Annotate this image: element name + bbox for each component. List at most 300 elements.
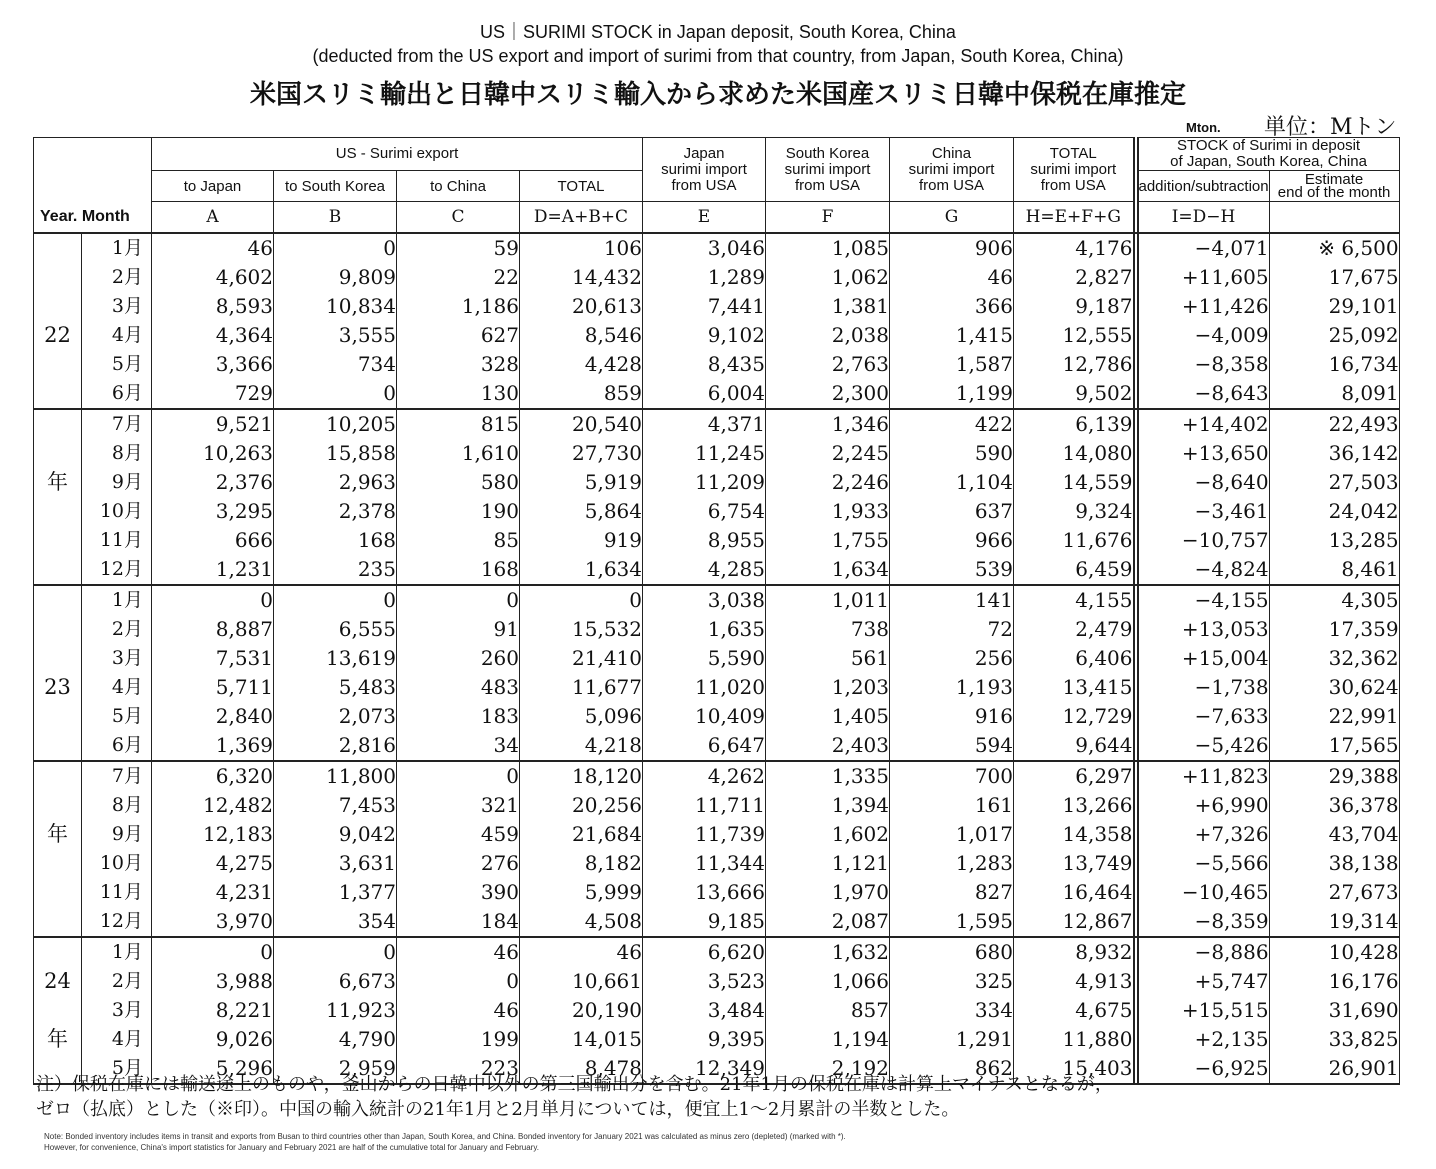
- cell-d: 14,432: [520, 263, 643, 292]
- month-cell: 10月: [82, 497, 152, 526]
- column-letter-h: H=E+F+G: [1014, 202, 1134, 234]
- year-cell: [34, 644, 82, 673]
- cell-e: 4,371: [643, 409, 766, 439]
- china-import-header-line1: China: [931, 144, 972, 162]
- year-cell: 年: [34, 468, 82, 497]
- to-japan-header: to Japan: [152, 171, 274, 202]
- cell-b: 5,483: [274, 673, 397, 702]
- cell-h: 14,358: [1014, 820, 1134, 849]
- cell-addition-subtraction: −10,757: [1138, 526, 1270, 555]
- cell-c: 483: [397, 673, 520, 702]
- cell-b: 15,858: [274, 439, 397, 468]
- cell-d: 18,120: [520, 761, 643, 791]
- cell-h: 4,155: [1014, 585, 1134, 615]
- cell-h: 16,464: [1014, 878, 1134, 907]
- cell-d: 46: [520, 937, 643, 967]
- cell-addition-subtraction: −10,465: [1138, 878, 1270, 907]
- cell-d: 1,634: [520, 555, 643, 585]
- cell-a: 2,376: [152, 468, 274, 497]
- cell-d: 106: [520, 233, 643, 263]
- cell-c: 59: [397, 233, 520, 263]
- column-letter-c: C: [397, 202, 520, 234]
- year-cell: [34, 526, 82, 555]
- year-month-header: Year. Month: [34, 202, 152, 234]
- cell-e: 9,102: [643, 321, 766, 350]
- cell-e: 8,435: [643, 350, 766, 379]
- cell-c: 459: [397, 820, 520, 849]
- cell-c: 276: [397, 849, 520, 878]
- table-row: [34, 996, 1400, 1025]
- cell-f: 2,763: [766, 350, 890, 379]
- column-letter-i: I=D−H: [1138, 202, 1270, 234]
- cell-b: 0: [274, 233, 397, 263]
- japan-import-header-line2: surimi import: [661, 160, 747, 178]
- cell-f: 1,970: [766, 878, 890, 907]
- cell-e: 1,635: [643, 615, 766, 644]
- year-cell: [34, 907, 82, 937]
- cell-h: 12,867: [1014, 907, 1134, 937]
- cell-e: 8,955: [643, 526, 766, 555]
- cell-a: 2,840: [152, 702, 274, 731]
- cell-d: 5,864: [520, 497, 643, 526]
- cell-h: 14,080: [1014, 439, 1134, 468]
- cell-e: 11,739: [643, 820, 766, 849]
- table-row: [34, 731, 1400, 761]
- table-row: [34, 673, 1400, 702]
- cell-estimate: 38,138: [1269, 849, 1399, 878]
- cell-g: 1,017: [890, 820, 1014, 849]
- cell-f: 2,300: [766, 379, 890, 409]
- cell-e: 3,523: [643, 967, 766, 996]
- cell-addition-subtraction: +15,004: [1138, 644, 1270, 673]
- cell-h: 9,644: [1014, 731, 1134, 761]
- japan-import-header: [643, 138, 766, 202]
- cell-addition-subtraction: −4,155: [1138, 585, 1270, 615]
- month-cell: 3月: [82, 292, 152, 321]
- cell-f: 1,066: [766, 967, 890, 996]
- cell-addition-subtraction: +7,326: [1138, 820, 1270, 849]
- cell-estimate: 29,388: [1269, 761, 1399, 791]
- cell-h: 4,913: [1014, 967, 1134, 996]
- month-cell: 6月: [82, 731, 152, 761]
- cell-estimate: 17,359: [1269, 615, 1399, 644]
- cell-a: 12,183: [152, 820, 274, 849]
- month-cell: 2月: [82, 615, 152, 644]
- year-cell: [34, 439, 82, 468]
- year-cell: [34, 731, 82, 761]
- table-row: [34, 849, 1400, 878]
- cell-f: 1,011: [766, 585, 890, 615]
- year-cell: [34, 761, 82, 791]
- cell-g: 966: [890, 526, 1014, 555]
- to-south-korea-header: to South Korea: [274, 171, 397, 202]
- cell-b: 0: [274, 379, 397, 409]
- cell-d: 5,999: [520, 878, 643, 907]
- cell-b: 2,959: [274, 1054, 397, 1084]
- to-china-header: to China: [397, 171, 520, 202]
- table-row: [34, 820, 1400, 849]
- cell-h: 9,187: [1014, 292, 1134, 321]
- cell-h: 8,932: [1014, 937, 1134, 967]
- total-import-header-line1: TOTAL: [1049, 144, 1097, 162]
- cell-estimate: 36,142: [1269, 439, 1399, 468]
- column-letter-g: G: [890, 202, 1014, 234]
- cell-a: 7,531: [152, 644, 274, 673]
- month-cell: 3月: [82, 644, 152, 673]
- cell-b: 734: [274, 350, 397, 379]
- cell-estimate: 4,305: [1269, 585, 1399, 615]
- cell-d: 4,508: [520, 907, 643, 937]
- unit-label-english: Mton.: [1186, 120, 1221, 135]
- cell-estimate: 43,704: [1269, 820, 1399, 849]
- cell-a: 4,364: [152, 321, 274, 350]
- cell-f: 1,933: [766, 497, 890, 526]
- cell-h: 11,880: [1014, 1025, 1134, 1054]
- cell-addition-subtraction: −8,359: [1138, 907, 1270, 937]
- cell-b: 2,816: [274, 731, 397, 761]
- cell-e: 4,262: [643, 761, 766, 791]
- cell-h: 12,729: [1014, 702, 1134, 731]
- cell-estimate: 25,092: [1269, 321, 1399, 350]
- cell-addition-subtraction: −8,886: [1138, 937, 1270, 967]
- cell-e: 5,590: [643, 644, 766, 673]
- japan-import-header-line3: from USA: [671, 176, 737, 194]
- cell-b: 6,555: [274, 615, 397, 644]
- cell-d: 20,256: [520, 791, 643, 820]
- cell-a: 5,296: [152, 1054, 274, 1084]
- table-row: [34, 263, 1400, 292]
- cell-a: 4,602: [152, 263, 274, 292]
- year-cell: [34, 233, 82, 263]
- cell-g: 916: [890, 702, 1014, 731]
- table-row: [34, 615, 1400, 644]
- table-row: [34, 555, 1400, 585]
- cell-addition-subtraction: −5,566: [1138, 849, 1270, 878]
- month-cell: 8月: [82, 439, 152, 468]
- cell-a: 10,263: [152, 439, 274, 468]
- cell-b: 11,800: [274, 761, 397, 791]
- cell-d: 8,478: [520, 1054, 643, 1084]
- cell-b: 10,205: [274, 409, 397, 439]
- cell-estimate: 26,901: [1269, 1054, 1399, 1084]
- cell-g: 141: [890, 585, 1014, 615]
- estimate-header: [1269, 171, 1399, 202]
- cell-f: 2,403: [766, 731, 890, 761]
- cell-e: 10,409: [643, 702, 766, 731]
- cell-estimate: 8,461: [1269, 555, 1399, 585]
- column-letter-a: A: [152, 202, 274, 234]
- cell-addition-subtraction: −4,009: [1138, 321, 1270, 350]
- year-cell: 24: [34, 967, 82, 996]
- cell-f: 1,381: [766, 292, 890, 321]
- month-cell: 4月: [82, 321, 152, 350]
- japan-import-header-line1: Japan: [683, 144, 725, 162]
- cell-g: 680: [890, 937, 1014, 967]
- export-total-header: TOTAL: [520, 171, 643, 202]
- cell-e: 1,289: [643, 263, 766, 292]
- month-cell: 8月: [82, 791, 152, 820]
- cell-h: 2,827: [1014, 263, 1134, 292]
- cell-c: 199: [397, 1025, 520, 1054]
- year-cell: [34, 878, 82, 907]
- month-cell: 11月: [82, 526, 152, 555]
- cell-b: 0: [274, 585, 397, 615]
- cell-c: 46: [397, 996, 520, 1025]
- year-cell: 22: [34, 321, 82, 350]
- stock-header-line2: of Japan, South Korea, China: [1170, 153, 1367, 170]
- korea-import-header: [766, 138, 890, 202]
- cell-addition-subtraction: −8,643: [1138, 379, 1270, 409]
- cell-b: 1,377: [274, 878, 397, 907]
- cell-g: 1,587: [890, 350, 1014, 379]
- cell-c: 328: [397, 350, 520, 379]
- korea-import-header-line1: South Korea: [785, 144, 870, 162]
- table-row: [34, 702, 1400, 731]
- title-english-line1: US｜SURIMI STOCK in Japan deposit, South Korea, China: [480, 22, 956, 42]
- cell-d: 0: [520, 585, 643, 615]
- cell-addition-subtraction: −6,925: [1138, 1054, 1270, 1084]
- cell-d: 4,428: [520, 350, 643, 379]
- table-row: [34, 644, 1400, 673]
- cell-addition-subtraction: −4,071: [1138, 233, 1270, 263]
- cell-c: 46: [397, 937, 520, 967]
- cell-estimate: 17,675: [1269, 263, 1399, 292]
- cell-h: 6,297: [1014, 761, 1134, 791]
- cell-g: 1,283: [890, 849, 1014, 878]
- korea-import-header-line2: surimi import: [784, 160, 871, 178]
- cell-estimate: 19,314: [1269, 907, 1399, 937]
- addition-subtraction-header: addition/subtraction: [1138, 171, 1270, 202]
- cell-b: 0: [274, 937, 397, 967]
- year-cell: [34, 292, 82, 321]
- cell-d: 20,190: [520, 996, 643, 1025]
- cell-g: 72: [890, 615, 1014, 644]
- table-row: [34, 497, 1400, 526]
- cell-h: 13,749: [1014, 849, 1134, 878]
- month-cell: 7月: [82, 761, 152, 791]
- table-row: [34, 878, 1400, 907]
- cell-g: 594: [890, 731, 1014, 761]
- cell-addition-subtraction: −8,640: [1138, 468, 1270, 497]
- cell-addition-subtraction: −7,633: [1138, 702, 1270, 731]
- cell-c: 184: [397, 907, 520, 937]
- cell-b: 3,631: [274, 849, 397, 878]
- cell-b: 168: [274, 526, 397, 555]
- cell-e: 11,711: [643, 791, 766, 820]
- cell-estimate: 36,378: [1269, 791, 1399, 820]
- cell-addition-subtraction: −4,824: [1138, 555, 1270, 585]
- cell-g: 1,291: [890, 1025, 1014, 1054]
- title-japanese: 米国スリミ輸出と日韓中スリミ輸入から求めた米国産スリミ日韓中保税在庫推定: [249, 80, 1186, 110]
- cell-f: 857: [766, 996, 890, 1025]
- month-cell: 12月: [82, 555, 152, 585]
- cell-e: 9,395: [643, 1025, 766, 1054]
- cell-e: 11,245: [643, 439, 766, 468]
- cell-h: 2,479: [1014, 615, 1134, 644]
- month-cell: 1月: [82, 585, 152, 615]
- cell-estimate: 30,624: [1269, 673, 1399, 702]
- cell-addition-subtraction: +5,747: [1138, 967, 1270, 996]
- cell-b: 13,619: [274, 644, 397, 673]
- cell-c: 168: [397, 555, 520, 585]
- cell-a: 729: [152, 379, 274, 409]
- cell-f: 1,335: [766, 761, 890, 791]
- cell-f: 1,405: [766, 702, 890, 731]
- cell-estimate: 24,042: [1269, 497, 1399, 526]
- cell-addition-subtraction: −3,461: [1138, 497, 1270, 526]
- year-cell: 年: [34, 820, 82, 849]
- cell-estimate: 27,673: [1269, 878, 1399, 907]
- cell-g: 1,595: [890, 907, 1014, 937]
- cell-g: 700: [890, 761, 1014, 791]
- cell-c: 0: [397, 761, 520, 791]
- cell-e: 12,349: [643, 1054, 766, 1084]
- cell-f: 1,203: [766, 673, 890, 702]
- note-english-line1: Note: Bonded inventory includes items in transit and exports from Busan to third countries other than Japan, South Korea, and China. Bonded inventory for January 2021 was calculated as minus zero (depleted) (marked with *).: [44, 1132, 846, 1141]
- cell-d: 21,410: [520, 644, 643, 673]
- column-letter-j: [1269, 202, 1399, 234]
- cell-c: 390: [397, 878, 520, 907]
- month-cell: 5月: [82, 702, 152, 731]
- cell-f: 1,346: [766, 409, 890, 439]
- cell-a: 6,320: [152, 761, 274, 791]
- cell-f: 1,085: [766, 233, 890, 263]
- cell-b: 4,790: [274, 1025, 397, 1054]
- cell-d: 11,677: [520, 673, 643, 702]
- cell-estimate: 29,101: [1269, 292, 1399, 321]
- cell-c: 85: [397, 526, 520, 555]
- note-english-line2: However, for convenience, China's import statistics for January and February 2021 are half of the cumulative total for January and February.: [44, 1143, 539, 1152]
- month-cell: 7月: [82, 409, 152, 439]
- cell-estimate: ※ 6,500: [1269, 233, 1399, 263]
- cell-estimate: 17,565: [1269, 731, 1399, 761]
- cell-g: 637: [890, 497, 1014, 526]
- cell-h: 6,459: [1014, 555, 1134, 585]
- cell-h: 13,266: [1014, 791, 1134, 820]
- cell-d: 20,540: [520, 409, 643, 439]
- cell-c: 130: [397, 379, 520, 409]
- note-japanese-line2: ゼロ（払底）とした（※印）。中国の輸入統計の21年1月と2月単月については，便宜上1～2月累計の半数とした。: [36, 1099, 960, 1120]
- cell-e: 3,038: [643, 585, 766, 615]
- cell-e: 3,484: [643, 996, 766, 1025]
- cell-h: 6,139: [1014, 409, 1134, 439]
- year-cell: [34, 615, 82, 644]
- cell-estimate: 13,285: [1269, 526, 1399, 555]
- cell-c: 1,610: [397, 439, 520, 468]
- month-cell: 5月: [82, 1054, 152, 1084]
- year-cell: [34, 585, 82, 615]
- cell-d: 8,546: [520, 321, 643, 350]
- table-row: [34, 350, 1400, 379]
- stock-header: [1138, 138, 1400, 171]
- table-row: [34, 409, 1400, 439]
- cell-estimate: 16,176: [1269, 967, 1399, 996]
- month-cell: 9月: [82, 468, 152, 497]
- cell-a: 1,231: [152, 555, 274, 585]
- cell-e: 11,344: [643, 849, 766, 878]
- cell-h: 9,324: [1014, 497, 1134, 526]
- cell-estimate: 16,734: [1269, 350, 1399, 379]
- total-import-header-line3: from USA: [1040, 176, 1106, 194]
- cell-estimate: 22,493: [1269, 409, 1399, 439]
- cell-d: 4,218: [520, 731, 643, 761]
- cell-a: 12,482: [152, 791, 274, 820]
- cell-b: 2,378: [274, 497, 397, 526]
- cell-h: 6,406: [1014, 644, 1134, 673]
- cell-c: 1,186: [397, 292, 520, 321]
- cell-estimate: 32,362: [1269, 644, 1399, 673]
- cell-g: 1,104: [890, 468, 1014, 497]
- us-export-header: US - Surimi export: [152, 138, 643, 171]
- cell-a: 4,275: [152, 849, 274, 878]
- table-body: [34, 233, 1400, 1084]
- cell-a: 5,711: [152, 673, 274, 702]
- cell-addition-subtraction: +15,515: [1138, 996, 1270, 1025]
- cell-addition-subtraction: +6,990: [1138, 791, 1270, 820]
- cell-g: 46: [890, 263, 1014, 292]
- cell-c: 321: [397, 791, 520, 820]
- cell-c: 0: [397, 585, 520, 615]
- china-import-header: [890, 138, 1014, 202]
- column-letter-d: D=A+B+C: [520, 202, 643, 234]
- cell-estimate: 33,825: [1269, 1025, 1399, 1054]
- table-row: [34, 526, 1400, 555]
- year-cell: 23: [34, 673, 82, 702]
- cell-g: 1,415: [890, 321, 1014, 350]
- year-cell: [34, 497, 82, 526]
- cell-e: 6,647: [643, 731, 766, 761]
- year-cell: [34, 555, 82, 585]
- cell-e: 6,004: [643, 379, 766, 409]
- cell-g: 827: [890, 878, 1014, 907]
- cell-c: 190: [397, 497, 520, 526]
- cell-a: 9,521: [152, 409, 274, 439]
- cell-c: 580: [397, 468, 520, 497]
- table-row: [34, 439, 1400, 468]
- cell-d: 21,684: [520, 820, 643, 849]
- cell-addition-subtraction: +11,823: [1138, 761, 1270, 791]
- cell-b: 7,453: [274, 791, 397, 820]
- cell-h: 12,786: [1014, 350, 1134, 379]
- cell-c: 22: [397, 263, 520, 292]
- year-cell: [34, 849, 82, 878]
- table-row: [34, 379, 1400, 409]
- cell-d: 8,182: [520, 849, 643, 878]
- cell-e: 13,666: [643, 878, 766, 907]
- year-cell: [34, 263, 82, 292]
- cell-a: 666: [152, 526, 274, 555]
- cell-e: 3,046: [643, 233, 766, 263]
- cell-addition-subtraction: +2,135: [1138, 1025, 1270, 1054]
- month-cell: 6月: [82, 379, 152, 409]
- cell-g: 161: [890, 791, 1014, 820]
- cell-addition-subtraction: −1,738: [1138, 673, 1270, 702]
- cell-addition-subtraction: −5,426: [1138, 731, 1270, 761]
- cell-f: 2,246: [766, 468, 890, 497]
- month-cell: 4月: [82, 1025, 152, 1054]
- cell-h: 15,403: [1014, 1054, 1134, 1084]
- cell-b: 6,673: [274, 967, 397, 996]
- table-row: [34, 321, 1400, 350]
- cell-f: 738: [766, 615, 890, 644]
- cell-d: 919: [520, 526, 643, 555]
- cell-b: 2,073: [274, 702, 397, 731]
- cell-a: 3,295: [152, 497, 274, 526]
- year-cell: [34, 409, 82, 439]
- cell-f: 2,087: [766, 907, 890, 937]
- cell-c: 183: [397, 702, 520, 731]
- cell-addition-subtraction: −8,358: [1138, 350, 1270, 379]
